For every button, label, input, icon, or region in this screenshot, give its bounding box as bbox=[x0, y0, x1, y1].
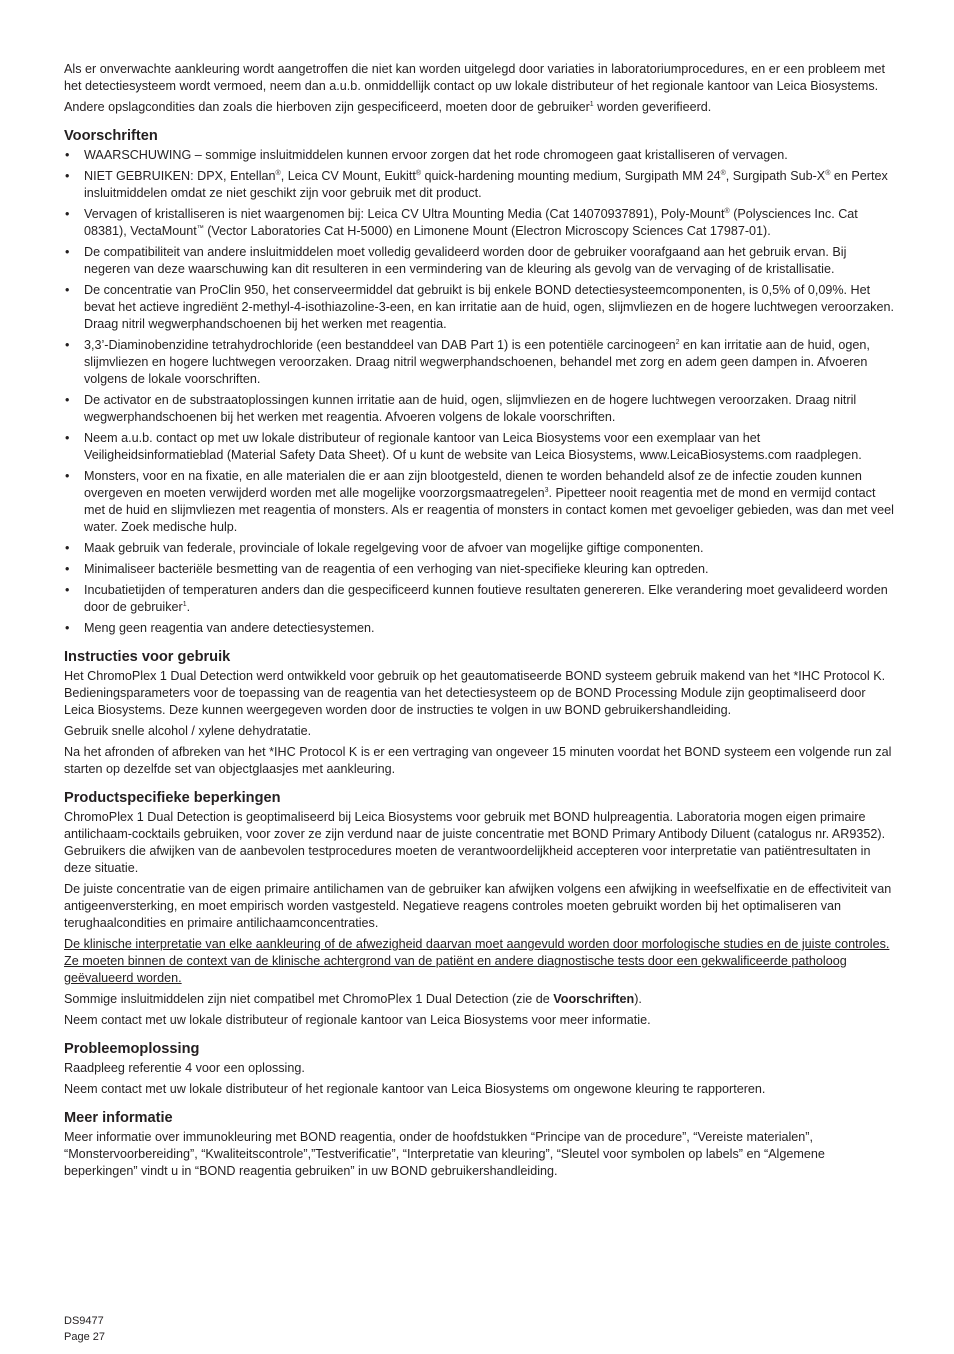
list-item-text: quick-hardening mounting medium, Surgipath MM 24 bbox=[421, 169, 721, 183]
list-item bbox=[64, 620, 894, 637]
footnote-ref: 1 bbox=[589, 101, 594, 108]
list-item bbox=[64, 561, 894, 578]
section-heading-probleemoplossing: Probleemoplossing bbox=[64, 1041, 200, 1057]
instructies-paragraph-3: Na het afronden of afbreken van het *IHC Protocol K is er een vertraging van ongeveer 15 minuten voordat het BOND systeem een volgende run zal starten op dezelfde set van objectglaasjes met aankleuring. bbox=[64, 745, 892, 776]
registered-mark: ® bbox=[415, 170, 421, 177]
list-item-text: Monsters, voor en na fixatie, en alle materialen die er aan zijn blootgesteld, dienen te worden behandeld alsof ze de infectie zouden kunnen overgeven en moeten verwijderd worden met alle mogelijke voorzorgsmaatregelen bbox=[84, 469, 862, 500]
beperkingen-paragraph-3 bbox=[64, 936, 894, 987]
list-item-text: De activator en de substraatoplossingen kunnen irritatie aan de huid, ogen, slijmvliezen en de hogere luchtwegen veroorzaken. Draag nitril wegwerphandschoenen bij het werken met reagentia. Afvoeren volgens de lokale voorschriften. bbox=[84, 393, 857, 424]
list-item-text: De concentratie van ProClin 950, het conserveermiddel dat gebruikt is bij enkele BOND detectiesysteemcomponenten, is 0,5% of 0,09%. Het bevat het actieve ingrediënt 2-methyl-4-isothiazoline-3-een, en kan irritatie aan de huid, ogen, slijmvliezen en de hogere luchtwegen veroorzaken. Draag nitril wegwerphandschoenen bij het werken met reagentia. bbox=[84, 283, 894, 331]
meer-paragraph-1: Meer informatie over immunokleuring met BOND reagentia, onder de hoofdstukken “Principe van de procedure”, “Vereiste materialen”, “Monstervoorbereiding”, “Kwaliteitscontrole”,”Testverificatie”, “Interpretatie van kleuring”, “Sleutel voor symbolen op labels” en “Algemene beperkingen” vindt u in “BOND reagentia gebruiken” in uw BOND gebruikershandleiding. bbox=[64, 1130, 825, 1178]
beperkingen-paragraph-1: ChromoPlex 1 Dual Detection is geoptimaliseerd bij Leica Biosystems voor gebruik met BOND hulpreagentia. Laboratoria mogen eigen primaire antilichaam-cocktails gebruiken, voor zover ze zijn verdund naar de juiste concentratie met BOND Primary Antibody Diluent (catalogus nr. AR9352). Gebruikers die afwijken van de aanbevolen testprocedures moeten de verantwoordelijkheid accepteren voor interpretatie van patiëntresultaten in deze situatie. bbox=[64, 810, 886, 875]
list-item-text: , Leica CV Mount, Eukitt bbox=[280, 169, 416, 183]
beperkingen-paragraph-2: De juiste concentratie van de eigen primaire antilichamen van de gebruiker kan afwijken volgens een afwijking in weefselfixatie en de effectiviteit van antigeenversterking, en moet empirisch worden vastgesteld. Negatieve reagens controles moeten gebruikt worden bij het optimaliseren van terughaalcondities en primaire antilichaamconcentraties. bbox=[64, 882, 892, 930]
instructies-paragraph-1: Het ChromoPlex 1 Dual Detection werd ontwikkeld voor gebruik op het geautomatiseerde BOND systeem gebruik makend van het *IHC Protocol K. Bedieningsparameters voor de toepassing van de reagentia van het detectiesysteem op de BOND Processing Module zijn geoptimaliseerd door Leica Biosystems. Deze kunnen weergegeven worden door de instructies te volgen in uw BOND gebruikershandleiding. bbox=[64, 669, 886, 717]
bullet-icon: • bbox=[65, 283, 70, 297]
list-item bbox=[64, 582, 894, 616]
bullet-icon: • bbox=[65, 245, 70, 259]
paragraph-text: ). bbox=[634, 992, 642, 1006]
intro-text: Andere opslagcondities dan zoals die hierboven zijn gespecificeerd, moeten door de gebruiker bbox=[64, 100, 590, 114]
list-item-text: Vervagen of kristalliseren is niet waargenomen bij: Leica CV Ultra Mounting Media (Cat 14070937891), Poly-Mount bbox=[84, 207, 725, 221]
probleem-paragraph-1: Raadpleeg referentie 4 voor een oplossing. bbox=[64, 1061, 305, 1075]
list-item bbox=[64, 168, 894, 202]
list-item-text: . bbox=[186, 600, 191, 614]
page-footer bbox=[64, 1313, 105, 1345]
list-item-text: 3,3’-Diaminobenzidine tetrahydrochloride (een bestanddeel van DAB Part 1) is een potentiële carcinogeen bbox=[84, 338, 676, 352]
instructies-paragraph-2: Gebruik snelle alcohol / xylene dehydratatie. bbox=[64, 724, 312, 738]
registered-mark: ® bbox=[275, 170, 281, 177]
list-item bbox=[64, 337, 894, 388]
registered-mark: ® bbox=[720, 170, 726, 177]
intro-paragraph-1: Als er onverwachte aankleuring wordt aangetroffen die niet kan worden uitgelegd door variaties in laboratoriumprocedures, en er een probleem met het detectiesysteem wordt vermoed, neem dan a.u.b. onmiddellijk contact op uw lokale distributeur of het regionale kantoor van Leica Biosystems. bbox=[64, 62, 885, 93]
registered-mark: ® bbox=[825, 170, 831, 177]
probleem-paragraph-2: Neem contact met uw lokale distributeur of het regionale kantoor van Leica Biosystems om ongewone kleuring te rapporteren. bbox=[64, 1082, 766, 1096]
section-heading-meer-informatie: Meer informatie bbox=[64, 1110, 173, 1126]
list-item-text: Maak gebruik van federale, provinciale of lokale regelgeving voor de afvoer van mogelijke giftige componenten. bbox=[84, 541, 704, 555]
bullet-icon: • bbox=[65, 169, 70, 183]
bullet-icon: • bbox=[65, 621, 70, 635]
bullet-icon: • bbox=[65, 541, 70, 555]
voorschriften-list bbox=[64, 147, 894, 637]
list-item bbox=[64, 244, 894, 278]
footnote-ref: 3 bbox=[544, 487, 549, 494]
footnote-ref: 2 bbox=[675, 339, 680, 346]
bullet-icon: • bbox=[65, 469, 70, 483]
beperkingen-paragraph-5: Neem contact met uw lokale distributeur of regionale kantoor van Leica Biosystems voor meer informatie. bbox=[64, 1013, 651, 1027]
footnote-ref: 1 bbox=[182, 601, 187, 608]
list-item-text: Meng geen reagentia van andere detectiesystemen. bbox=[84, 621, 375, 635]
bullet-icon: • bbox=[65, 207, 70, 221]
list-item-text: Neem a.u.b. contact op met uw lokale distributeur of regionale kantoor van Leica Biosystems voor een exemplaar van het Veiligheidsinformatieblad (Material Safety Data Sheet). Of u kunt de website van Leica Biosystems, www.LeicaBiosystems.com raadplegen. bbox=[84, 431, 862, 462]
section-heading-voorschriften: Voorschriften bbox=[64, 128, 158, 144]
trademark-mark: ™ bbox=[196, 225, 204, 232]
bold-reference: Voorschriften bbox=[553, 992, 635, 1006]
list-item-text: , Surgipath Sub-X bbox=[725, 169, 826, 183]
underlined-text: De klinische interpretatie van elke aankleuring of de afwezigheid daarvan moet aangevuld worden door morfologische studies en de juiste controles. Ze moeten binnen de context van de klinische achtergrond van de patiënt en andere diagnostische tests door een gekwalificeerde patholoog geëvalueerd worden. bbox=[64, 937, 890, 985]
bullet-icon: • bbox=[65, 148, 70, 162]
list-item-text: WAARSCHUWING – sommige insluitmiddelen kunnen ervoor zorgen dat het rode chromogeen gaat kristalliseren of vervagen. bbox=[84, 148, 788, 162]
list-item-text: en kan irritatie aan de huid, ogen, slijmvliezen en hogere luchtwegen veroorzaken. Draag nitril wegwerphandschoenen, behandel met zorg en adem geen dampen in. Afvoeren volgens de lokale voorschriften. bbox=[84, 338, 870, 386]
bullet-icon: • bbox=[65, 562, 70, 576]
document-body bbox=[64, 61, 894, 1184]
list-item bbox=[64, 468, 894, 536]
list-item-text: (Polysciences Inc. Cat 08381), VectaMount bbox=[84, 207, 858, 238]
bullet-icon: • bbox=[65, 583, 70, 597]
page-number: Page 27 bbox=[64, 1331, 105, 1343]
list-item bbox=[64, 540, 894, 557]
paragraph-text: Sommige insluitmiddelen zijn niet compatibel met ChromoPlex 1 Dual Detection (zie de bbox=[64, 992, 554, 1006]
intro-paragraph-2 bbox=[64, 99, 894, 116]
list-item bbox=[64, 282, 894, 333]
bullet-icon: • bbox=[65, 393, 70, 407]
list-item-text: Minimaliseer bacteriële besmetting van de reagentia of een verhoging van niet-specifieke kleuring kan optreden. bbox=[84, 562, 709, 576]
list-item-text: Incubatietijden of temperaturen anders dan die gespecificeerd kunnen foutieve resultaten genereren. Elke verandering moet gevalideerd worden door de gebruiker bbox=[84, 583, 888, 614]
document-id: DS9477 bbox=[64, 1315, 104, 1327]
beperkingen-paragraph-4 bbox=[64, 991, 894, 1008]
list-item-text: en Pertex insluitmiddelen omdat ze niet geschikt zijn voor gebruik met dit product. bbox=[84, 169, 888, 200]
section-heading-beperkingen: Productspecifieke beperkingen bbox=[64, 790, 281, 806]
bullet-icon: • bbox=[65, 431, 70, 445]
list-item bbox=[64, 206, 894, 240]
list-item-text: De compatibiliteit van andere insluitmiddelen moet volledig gevalideerd worden door de gebruiker voorafgaand aan het gebruik ervan. Bij negeren van deze waarschuwing kan dit resulteren in een vermindering van de kleuring als gevolg van de vervaging of de kristallisatie. bbox=[84, 245, 847, 276]
list-item bbox=[64, 430, 894, 464]
bullet-icon: • bbox=[65, 338, 70, 352]
list-item-text: (Vector Laboratories Cat H-5000) en Limonene Mount (Electron Microscopy Sciences Cat 17987-01). bbox=[203, 224, 771, 238]
list-item-text: . Pipetteer nooit reagentia met de mond en vermijd contact met de huid en slijmvliezen met reagentia of monsters. Als er reagentia of monsters in contact komen met gevoeliger gebieden, was dan met veel water. Zoek medische hulp. bbox=[84, 486, 894, 534]
list-item bbox=[64, 392, 894, 426]
section-heading-instructies: Instructies voor gebruik bbox=[64, 649, 231, 665]
list-item-text: NIET GEBRUIKEN: DPX, Entellan bbox=[84, 169, 276, 183]
intro-text: worden geverifieerd. bbox=[593, 100, 712, 114]
registered-mark: ® bbox=[724, 208, 730, 215]
list-item bbox=[64, 147, 894, 164]
